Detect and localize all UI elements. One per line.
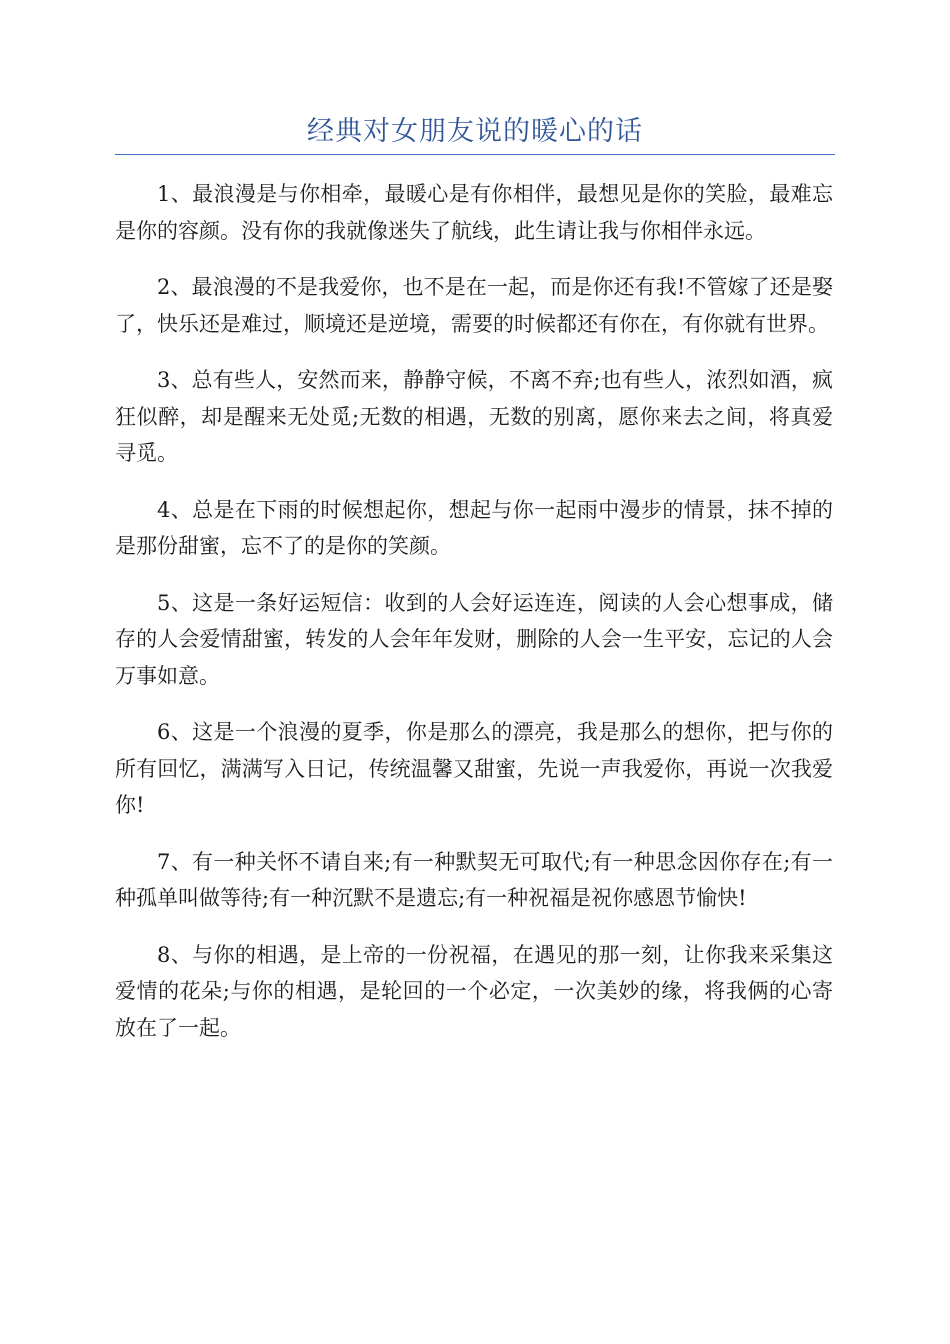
paragraph-8: 8、与你的相遇，是上帝的一份祝福，在遇见的那一刻，让你我来采集这爱情的花朵;与你的相遇，是轮回的一个必定，一次美妙的缘，将我俩的心寄放在了一起。 bbox=[115, 942, 833, 1040]
paragraph-5: 5、这是一条好运短信：收到的人会好运连连，阅读的人会心想事成，储存的人会爱情甜蜜，转发的人会年年发财，删除的人会一生平安，忘记的人会万事如意。 bbox=[115, 590, 833, 688]
paragraph-6: 6、这是一个浪漫的夏季，你是那么的漂亮，我是那么的想你，把与你的所有回忆，满满写入日记，传统温馨又甜蜜，先说一声我爱你，再说一次我爱你! bbox=[115, 720, 833, 817]
document-title: 经典对女朋友说的暖心的话 bbox=[307, 116, 643, 147]
document-body bbox=[115, 176, 833, 1066]
paragraph-7: 7、有一种关怀不请自来;有一种默契无可取代;有一种思念因你存在;有一种孤单叫做等待;有一种沉默不是遗忘;有一种祝福是祝你感恩节愉快! bbox=[115, 849, 833, 910]
paragraph-3: 3、总有些人，安然而来，静静守候，不离不弃;也有些人，浓烈如酒，疯狂似醉，却是醒来无处觅;无数的相遇，无数的别离，愿你来去之间，将真爱寻觅。 bbox=[115, 368, 833, 465]
paragraph-4: 4、总是在下雨的时候想起你，想起与你一起雨中漫步的情景，抹不掉的是那份甜蜜，忘不了的是你的笑颜。 bbox=[115, 497, 833, 558]
paragraph-2: 2、最浪漫的不是我爱你，也不是在一起，而是你还有我!不管嫁了还是娶了，快乐还是难过，顺境还是逆境，需要的时候都还有你在，有你就有世界。 bbox=[115, 275, 833, 336]
title-underline bbox=[115, 154, 835, 155]
paragraph-1: 1、最浪漫是与你相牵，最暖心是有你相伴，最想见是你的笑脸，最难忘是你的容颜。没有你的我就像迷失了航线，此生请让我与你相伴永远。 bbox=[115, 182, 833, 243]
